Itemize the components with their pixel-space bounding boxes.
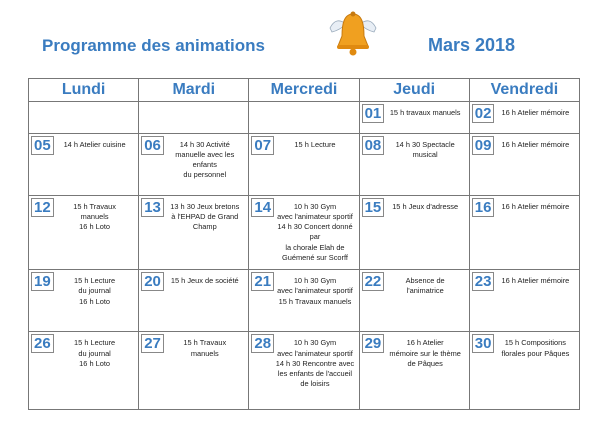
activity-text: 10 h 30 Gym avec l'animateur sportif 14 h 30 Rencontre avec les enfants de l'accueil de loisirs: [275, 338, 355, 389]
activity-text: 15 h Jeux d'adresse: [392, 201, 459, 211]
day-number: 02: [472, 104, 495, 123]
activity-text: 15 h Lecture du journal 16 h Loto: [74, 338, 116, 368]
day-cell: [249, 270, 359, 332]
day-cell: [139, 270, 249, 332]
bell-icon: [326, 10, 380, 58]
day-number: 19: [31, 272, 54, 291]
day-cell: [359, 133, 469, 195]
day-number: 12: [31, 198, 54, 217]
day-number: 07: [251, 136, 274, 155]
day-cell: [469, 133, 579, 195]
day-cell: [359, 101, 469, 133]
day-number: 26: [31, 334, 54, 353]
activity-text: 14 h 30 Spectacle musical: [395, 139, 455, 159]
day-number: 01: [362, 104, 385, 123]
empty-day-cell: [139, 101, 249, 133]
day-number: 29: [362, 334, 385, 353]
day-cell: [249, 133, 359, 195]
day-header-friday: Vendredi: [469, 79, 579, 102]
activity-text: Absence de l'animatrice: [405, 276, 445, 296]
day-header-monday: Lundi: [29, 79, 139, 102]
activity-text: 10 h 30 Gym avec l'animateur sportif 15 h Travaux manuels: [277, 276, 353, 306]
empty-day-cell: [29, 101, 139, 133]
day-header-thursday: Jeudi: [359, 79, 469, 102]
activity-text: 14 h Atelier cuisine: [63, 139, 126, 149]
day-number: 13: [141, 198, 164, 217]
activity-text: 16 h Atelier mémoire: [501, 139, 570, 149]
day-number: 16: [472, 198, 495, 217]
day-cell: [29, 195, 139, 269]
day-cell: [139, 332, 249, 410]
day-cell: [359, 332, 469, 410]
day-number: 27: [141, 334, 164, 353]
day-cell: [249, 332, 359, 410]
day-cell: [359, 195, 469, 269]
activity-text: 15 h Travaux manuels 16 h Loto: [73, 201, 116, 232]
day-number: 22: [362, 272, 385, 291]
days-header-row: [29, 79, 580, 102]
week-row: [29, 332, 580, 410]
day-number: 30: [472, 334, 495, 353]
day-number: 15: [362, 198, 385, 217]
activity-text: 15 h Jeux de société: [170, 276, 239, 286]
activity-text: 15 h Lecture du journal 16 h Loto: [74, 276, 116, 306]
day-cell: [139, 195, 249, 269]
day-cell: [139, 133, 249, 195]
week-row: [29, 101, 580, 133]
day-cell: [469, 195, 579, 269]
day-cell: [29, 133, 139, 195]
day-number: 20: [141, 272, 164, 291]
activity-text: 16 h Atelier mémoire: [501, 107, 570, 117]
day-header-tuesday: Mardi: [139, 79, 249, 102]
day-cell: [359, 270, 469, 332]
month-label: Mars 2018: [428, 35, 516, 55]
week-row: [29, 270, 580, 332]
activity-text: 13 h 30 Jeux bretons à l'EHPAD de Grand Champ: [170, 201, 240, 232]
activity-text: 16 h Atelier mémoire sur le thème de Pâques: [389, 338, 461, 368]
day-cell: [469, 101, 579, 133]
calendar-table: [28, 78, 580, 410]
day-number: 06: [141, 136, 164, 155]
activity-text: 15 h Compositions florales pour Pâques: [501, 338, 570, 358]
activity-text: 16 h Atelier mémoire: [501, 201, 570, 211]
day-number: 09: [472, 136, 495, 155]
day-number: 14: [251, 198, 274, 217]
day-cell: [469, 332, 579, 410]
activity-text: 15 h Travaux manuels: [183, 338, 227, 358]
day-number: 08: [362, 136, 385, 155]
activity-text: 15 h travaux manuels: [389, 107, 461, 117]
page-title: Programme des animations: [42, 36, 265, 55]
day-header-wednesday: Mercredi: [249, 79, 359, 102]
day-cell: [29, 270, 139, 332]
activity-text: 15 h Lecture: [294, 139, 336, 149]
day-number: 21: [251, 272, 274, 291]
activity-text: 14 h 30 Activité manuelle avec les enfants du personnel: [175, 139, 235, 180]
day-cell: [469, 270, 579, 332]
activity-text: 16 h Atelier mémoire: [501, 276, 570, 286]
week-row: [29, 195, 580, 269]
week-row: [29, 133, 580, 195]
activity-text: 10 h 30 Gym avec l'animateur sportif 14 h 30 Concert donné par la chorale Elah de Guémené sur Scorff: [277, 201, 353, 262]
day-number: 05: [31, 136, 54, 155]
day-number: 23: [472, 272, 495, 291]
day-number: 28: [251, 334, 274, 353]
day-cell: [249, 195, 359, 269]
empty-day-cell: [249, 101, 359, 133]
day-cell: [29, 332, 139, 410]
